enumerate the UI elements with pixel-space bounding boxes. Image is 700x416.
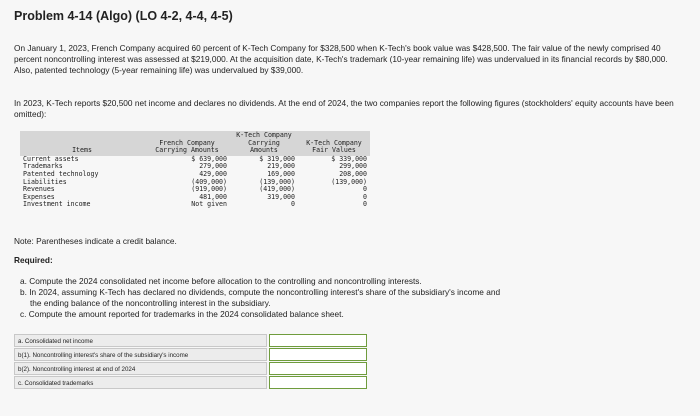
ktech-fair-value: 0 — [363, 200, 367, 209]
answer-row — [14, 361, 367, 375]
note-text: Note: Parentheses indicate a credit balance. — [14, 236, 177, 246]
ktech-carrying-header: K-Tech Company Carrying Amounts — [230, 131, 298, 156]
requirement-b-continued: the ending balance of the noncontrolling interest in the subsidiary. — [30, 298, 271, 308]
consolidated-trademarks-input[interactable] — [269, 376, 367, 389]
french-carrying-value: (409,000) — [191, 177, 227, 186]
ktech-fair-value: 208,000 — [339, 169, 367, 178]
requirement-b: b. In 2024, assuming K-Tech has declared no dividends, compute the noncontrolling interest's share of the subsidiary's income and — [20, 287, 501, 297]
ktech-fair-value: $ 339,000 — [331, 154, 367, 163]
requirement-a: a. Compute the 2024 consolidated net income before allocation to the controlling and noncontrolling interests. — [20, 276, 422, 286]
row-label: Investment income — [23, 200, 91, 209]
table-header-row — [20, 131, 370, 156]
french-carrying-value: 481,000 — [199, 192, 227, 201]
ktech-carrying-value: 219,000 — [267, 162, 295, 171]
ktech-fair-header: K-Tech Company Fair Values — [298, 131, 370, 156]
answer-row — [14, 375, 367, 389]
items-header: Items — [20, 131, 144, 156]
ktech-fair-value: 0 — [363, 192, 367, 201]
row-label: Liabilities — [23, 177, 67, 186]
row-label: Expenses — [23, 192, 55, 201]
problem-paragraph-2: In 2023, K-Tech reports $20,500 net income and declares no dividends. At the end of 2024, the two companies report the following figures (stockholders' equity accounts have been omitted): — [14, 98, 674, 119]
french-carrying-value: 279,000 — [199, 162, 227, 171]
french-carrying-value: 429,000 — [199, 169, 227, 178]
ktech-carrying-value: (139,000) — [259, 177, 295, 186]
ktech-fair-value: 299,000 — [339, 162, 367, 171]
nci-share-income-input[interactable] — [269, 348, 367, 361]
problem-title: Problem 4-14 (Algo) (LO 4-2, 4-4, 4-5) — [14, 9, 233, 23]
ktech-carrying-value: 169,000 — [267, 169, 295, 178]
answer-table — [14, 333, 367, 389]
ktech-fair-value: 0 — [363, 185, 367, 194]
answer-label-b2: b(2). Noncontrolling interest at end of 2024 — [14, 362, 267, 375]
ktech-carrying-value: 319,000 — [267, 192, 295, 201]
ktech-fair-value: (139,000) — [331, 177, 367, 186]
answer-label-b1: b(1). Noncontrolling interest's share of the subsidiary's income — [14, 348, 267, 361]
french-carrying-value: $ 639,000 — [191, 154, 227, 163]
consolidated-net-income-input[interactable] — [269, 334, 367, 347]
french-carrying-value: Not given — [191, 200, 227, 209]
nci-end-balance-input[interactable] — [269, 362, 367, 375]
french-carrying-value: (919,000) — [191, 185, 227, 194]
answer-row — [14, 333, 367, 347]
row-label: Trademarks — [23, 162, 63, 171]
requirements-list — [20, 276, 690, 320]
table-row — [20, 201, 370, 209]
ktech-carrying-value: 0 — [291, 200, 295, 209]
table-row — [20, 156, 370, 164]
problem-paragraph-1: On January 1, 2023, French Company acquired 60 percent of K-Tech Company for $328,500 when K-Tech's book value was $428,500. The fair value of the newly comprised 40 percent noncontrolling interest was assessed at $219,000. At the acquisition date, K-Tech's trademark (10-year remaining life) was undervalued in its financial records by $80,000. Also, patented technology (5-year remaining life) was undervalued by $39,000. — [14, 43, 668, 75]
row-label: Current assets — [23, 154, 79, 163]
ktech-carrying-value: $ 319,000 — [259, 154, 295, 163]
row-label: Patented technology — [23, 169, 99, 178]
ktech-carrying-value: (419,000) — [259, 185, 295, 194]
answer-label-a: a. Consolidated net income — [14, 334, 267, 347]
required-label: Required: — [14, 255, 53, 265]
equity-figures-table — [20, 131, 370, 209]
table-row — [20, 186, 370, 194]
answer-label-c: c. Consolidated trademarks — [14, 376, 267, 389]
row-label: Revenues — [23, 185, 55, 194]
french-carrying-header: French Company Carrying Amounts — [144, 131, 230, 156]
answer-row — [14, 347, 367, 361]
requirement-c: c. Compute the amount reported for trademarks in the 2024 consolidated balance sheet. — [20, 309, 344, 319]
